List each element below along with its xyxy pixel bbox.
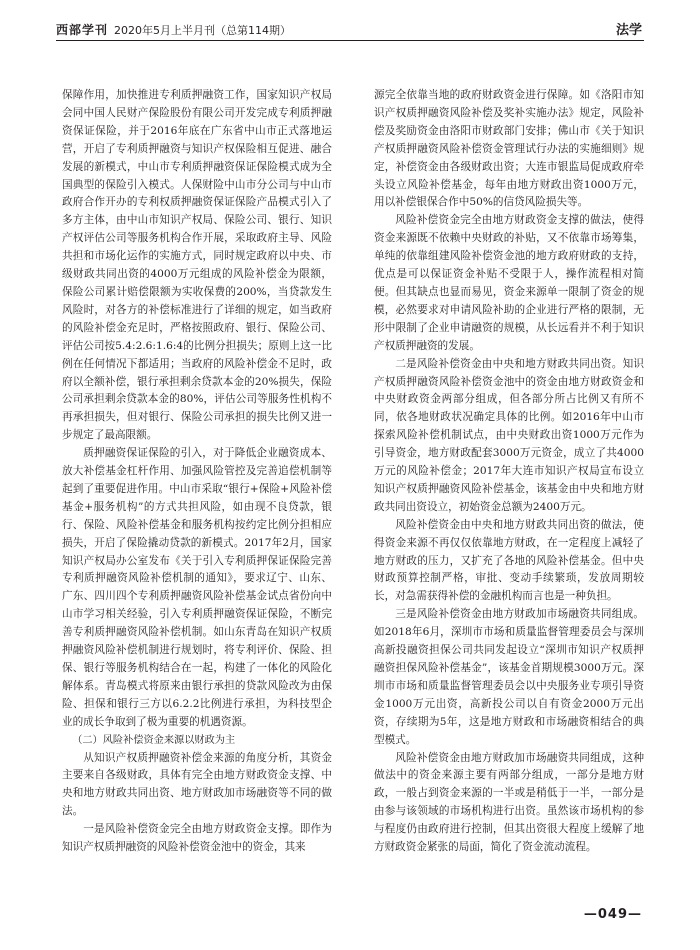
paragraph: 风险补偿资金完全由地方财政资金支撑的做法，使得资金来源既不依赖中央财政的补贴，又不依靠市场筹集，单纯的依靠组建风险补偿资金池的地方政府财政的支持，优点是可以保证资金补贴不受限于人，操作流程相对简便。但其缺点也显而易见，资金来源单一限制了资金的规模，必然要求对申请风险补助的企业进行严格的限制，无形中限制了企业申请融资的规模，从长远看并不利于知识产权质押融资的发展。 xyxy=(374,214,644,352)
journal-name: 西部学刊 xyxy=(56,23,109,37)
paragraph: 源完全依靠当地的政府财政资金进行保障。如《洛阳市知识产权质押融资风险补偿及奖补实施办法》规定，风险补偿及奖励资金由洛阳市财政部门安排；佛山市《关于知识产权质押融资风险补偿资金管理试行办法的实施细则》规定，补偿资金由各级财政出资；大连市银监局促成政府牵头设立风险补偿基金，每年由地方财政出资1000万元，用以补偿银保合作中50%的信贷风险损失等。 xyxy=(374,89,644,209)
running-header xyxy=(56,18,644,42)
journal-info xyxy=(56,21,291,38)
section-subheading: （二）风险补偿资金来源以财政为主 xyxy=(72,734,236,746)
paragraph: 保障作用，加快推进专利质押融资工作，国家知识产权局会同中国人民财产保险股份有限公司开发完成专利质押融资保证保险，并于2016年底在广东省中山市正式落地运营，开启了专利质押融资与知识产权保险相互促进、融合发展的新模式，中山市专利质押融资保证保险模式成为全国典型的保险引入模式。人保财险中山市分公司与中山市政府合作开办的专利权质押融资保证保险产品模式引入了多方主体，由中山市知识产权局、保险公司、银行、知识产权评估公司等服务机构合作开展，采取政府主导、风险共担和市场化运作的实施方式，同时规定政府以中央、市级财政共同出资的4000万元组成的风险补偿金为限额，保险公司累计赔偿限额为实收保费的200%，当贷款发生风险时，对各方的补偿标准进行了详细的规定，如当政府的风险补偿金充足时，严格按照政府、银行、保险公司、评估公司按5.4:2.6:1.6:4的比例分担损失；原则上这一比例在任何情况下都适用；当政府的风险补偿金不足时，政府以全额补偿，银行承担剩余贷款本金的20%损失，保险公司承担剩余贷款本金的80%，评估公司等服务性机构不再承担损失，但对银行、保险公司承担的损失比例又进一步规定了最高限额。 xyxy=(62,89,332,442)
paragraph: 风险补偿资金由中央和地方财政共同出资的做法，使得资金来源不再仅仅依靠地方财政，在一定程度上减轻了地方财政的压力，又扩充了各地的风险补偿基金。但中央财政预算控制严格，审批、变动手续繁琐，发放周期较长，对急需获得补偿的金融机构而言也是一种负担。 xyxy=(374,518,644,603)
paragraph: 从知识产权质押融资补偿金来源的角度分析，其资金主要来自各级财政，具体有完全由地方财政资金支撑、中央和地方财政共同出资、地方财政加市场融资等不同的做法。 xyxy=(62,751,332,818)
section-label: 法学 xyxy=(615,23,642,38)
page-number: —049— xyxy=(583,907,642,922)
right-column xyxy=(374,87,644,857)
left-column xyxy=(62,87,332,857)
paragraph: 二是风险补偿资金由中央和地方财政共同出资。知识产权质押融资风险补偿资金池中的资金由地方财政资金和中央财政资金两部分组成，但各部分所占比例又有所不同，依各地财政状况确定具体的比例。如2016年中山市探索风险补偿机制试点，由中央财政出资1000万元作为引导资金，地方财政配套3000万元资金，成立了共4000万元的风险补偿金；2017年大连市知识产权局宣布设立知识产权质押融资风险补偿基金，该基金由中央和地方财政共同出资设立，初始资金总额为2400万元。 xyxy=(374,357,644,513)
paragraph: 一是风险补偿资金完全由地方财政资金支撑。即作为知识产权质押融资的风险补偿资金池中的资金，其来 xyxy=(62,823,332,854)
paragraph: 质押融资保证保险的引入，对于降低企业融资成本、放大补偿基金杠杆作用、加强风险管控及完善追偿机制等起到了重要促进作用。中山市采取“银行+保险+风险补偿基金+服务机构”的方式共担风险，如由现不良贷款，银行、保险、风险补偿基金和服务机构按约定比例分担相应损失，开启了保险撬动贷款的新模式。2017年2月，国家知识产权局办公室发布《关于引入专利质押保证保险完善专利质押融资风险补偿机制的通知》，要求辽宁、山东、广东、四川四个专利质押融资风险补偿基金试点省份向中山市学习相关经验，引入专利质押融资保证保险，不断完善专利质押融资风险补偿机制。如山东青岛在知识产权质押融资风险补偿机制进行规划时，将专利评价、保险、担保、银行等服务机构结合在一起，构建了一体化的风险化解体系。青岛模式将原来由银行承担的贷款风险改为由保险、担保和银行三方以6.2.2比例进行承担，为科技型企业的成长争取到了极为重要的机遇资源。 xyxy=(62,447,332,728)
header-divider xyxy=(56,40,644,41)
paragraph: 三是风险补偿资金由地方财政加市场融资共同组成。如2018年6月，深圳市市场和质量监督管理委员会与深圳高新投融资担保公司共同发起设立“深圳市知识产权质押融资担保风险补偿基金”，该基金首期规模3000万元。深圳市市场和质量监督管理委员会以中央服务业专项引导资金1000万元出资，高新投公司以自有资金2000万元出资，存续期为5年，这是地方财政和市场融资相结合的典型模式。 xyxy=(374,608,644,746)
issue-info: 2020年5月上半月刊（总第114期） xyxy=(114,24,292,37)
paragraph: 风险补偿资金由地方财政加市场融资共同组成，这种做法中的资金来源主要有两部分组成，一部分是地方财政，一般占到资金来源的一半或是稍低于一半，一部分是由参与该领域的市场机构进行出资。虽然该市场机构的参与程度仍由政府进行控制，但其出资很大程度上缓解了地方财政资金紧张的局面，简化了资金流动流程。 xyxy=(374,751,644,854)
